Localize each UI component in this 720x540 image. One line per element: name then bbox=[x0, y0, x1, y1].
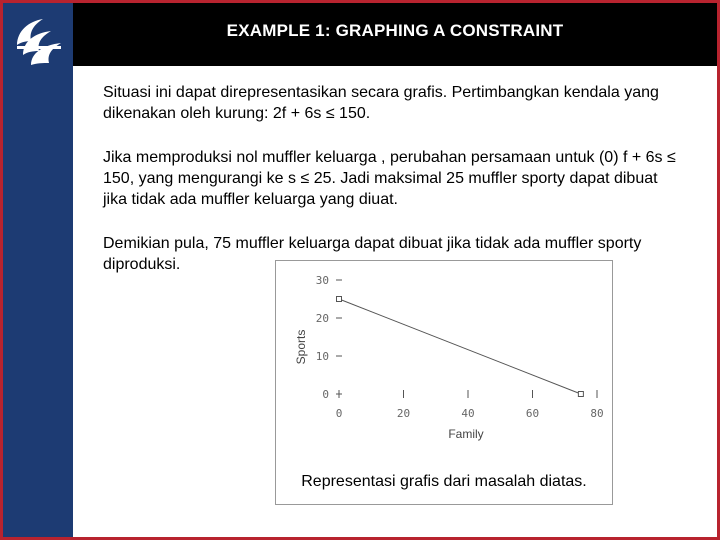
x-axis-label: Family bbox=[448, 427, 484, 441]
x-tick-label-80: 80 bbox=[590, 407, 604, 420]
sidebar bbox=[3, 3, 73, 537]
y-tick-label-10: 10 bbox=[315, 350, 329, 363]
x-tick-label-20: 20 bbox=[396, 407, 411, 420]
slide-title: EXAMPLE 1: GRAPHING A CONSTRAINT bbox=[226, 21, 564, 40]
content-area bbox=[73, 66, 717, 537]
series-line-0 bbox=[339, 299, 581, 394]
chart-figure bbox=[275, 260, 613, 505]
data-point-0-0 bbox=[337, 297, 342, 302]
data-point-0-1 bbox=[578, 392, 583, 397]
x-tick-label-60: 60 bbox=[525, 407, 540, 420]
paragraph-1: Situasi ini dapat direpresentasikan secara grafis. Pertimbangkan kendala yang dikenakan oleh kurung: 2f + 6s ≤ 150. bbox=[103, 84, 659, 122]
y-tick-label-20: 20 bbox=[315, 312, 329, 325]
y-tick-label-0: 0 bbox=[322, 388, 329, 401]
constraint-chart bbox=[276, 261, 612, 504]
flame-logo-icon bbox=[9, 11, 67, 69]
y-axis-label: Sports bbox=[294, 329, 308, 365]
x-tick-label-0: 0 bbox=[335, 407, 343, 420]
header bbox=[73, 3, 717, 66]
chart-caption: Representasi grafis dari masalah diatas. bbox=[301, 473, 587, 490]
y-tick-label-30: 30 bbox=[315, 274, 329, 287]
paragraph-3: Demikian pula, 75 muffler keluarga dapat dibuat jika tidak ada muffler sporty diproduksi. bbox=[103, 235, 642, 273]
x-tick-label-40: 40 bbox=[461, 407, 475, 420]
paragraph-2: Jika memproduksi nol muffler keluarga , perubahan persamaan untuk (0) f + 6s ≤ 150, yang mengurangi ke s ≤ 25. Jadi maksimal 25 muffler sporty dapat dibuat jika tidak ada muffler keluarga yang diuat. bbox=[103, 149, 676, 208]
